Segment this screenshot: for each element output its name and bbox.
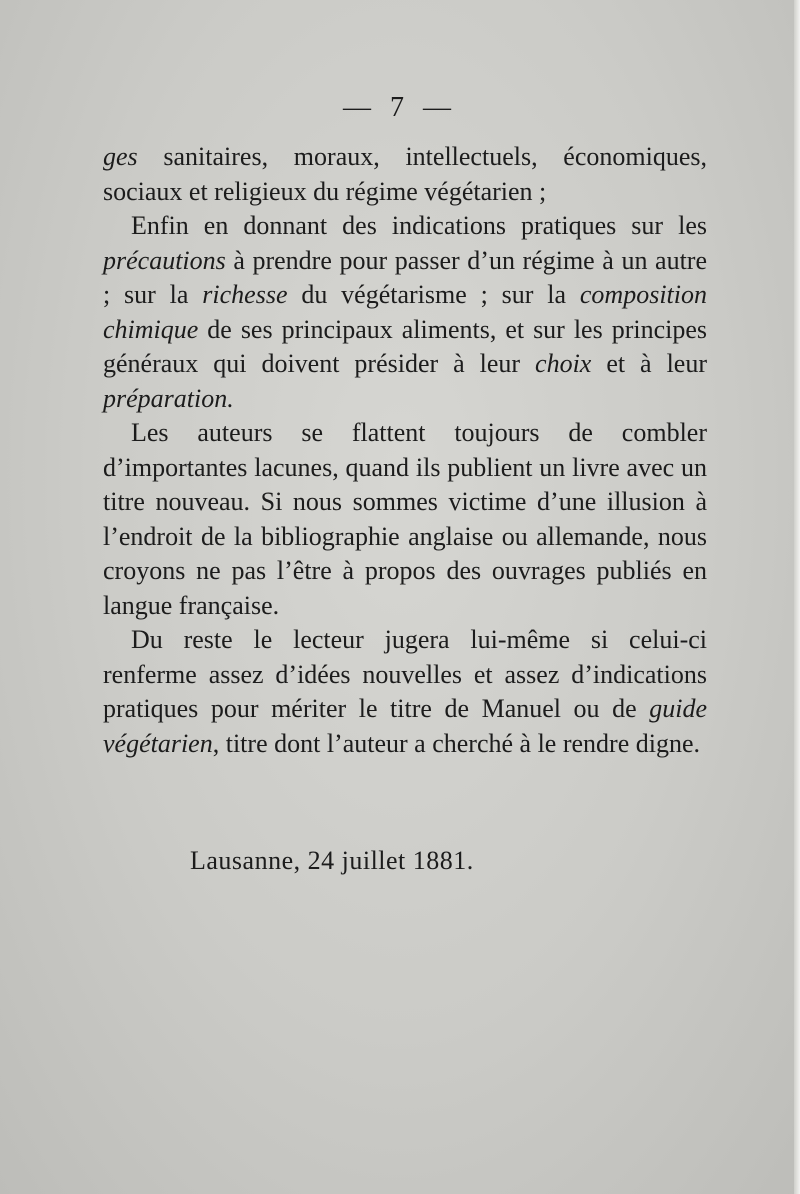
paragraph: [103, 209, 707, 416]
text-run: à prendre pour passer d’un régime à un autre ; sur la: [103, 245, 707, 309]
text-run: de ses principaux aliments, et sur les principes généraux qui doivent présider à leur: [103, 314, 707, 378]
italic-run: choix: [535, 349, 592, 378]
paragraph: [103, 416, 707, 623]
text-run: , titre dont l’auteur a cherché à le rendre digne.: [212, 728, 700, 758]
page-edge: [794, 0, 800, 1194]
paragraph: [103, 140, 707, 209]
text-run: du végétarisme ; sur la: [287, 280, 580, 309]
page-number: — 7 —: [343, 92, 457, 123]
text-run: sanitaires, moraux, intellectuels, économiques, sociaux et religieux du régime végétarien ;: [103, 142, 707, 206]
italic-run: ges: [103, 142, 138, 171]
italic-run: composition chimique: [103, 280, 707, 344]
text-run: Les auteurs se flattent toujours de combler d’importantes lacunes, quand ils publient un livre avec un titre nouveau. Si nous sommes victime d’une illusion à l’endroit de la bibliographie anglaise ou allemande, nous croyons ne pas l’être à propos des ouvrages publiés en langue française.: [103, 418, 707, 620]
italic-run: guide végétarien: [103, 694, 707, 758]
italic-run: préparation.: [103, 383, 234, 413]
body-text: [103, 140, 707, 761]
place-and-date: Lausanne, 24 juillet 1881.: [190, 846, 474, 875]
italic-run: richesse: [202, 280, 288, 309]
text-run: Enfin en donnant des indications pratiques sur les: [131, 211, 707, 240]
italic-run: précautions: [103, 245, 226, 275]
text-run: et à leur: [591, 349, 707, 378]
paragraph: [103, 623, 707, 761]
text-run: Du reste le lecteur jugera lui-même si celui-ci renferme assez d’idées nouvelles et assez d’indications pratiques pour mériter le titre de Manuel ou de: [103, 625, 707, 723]
